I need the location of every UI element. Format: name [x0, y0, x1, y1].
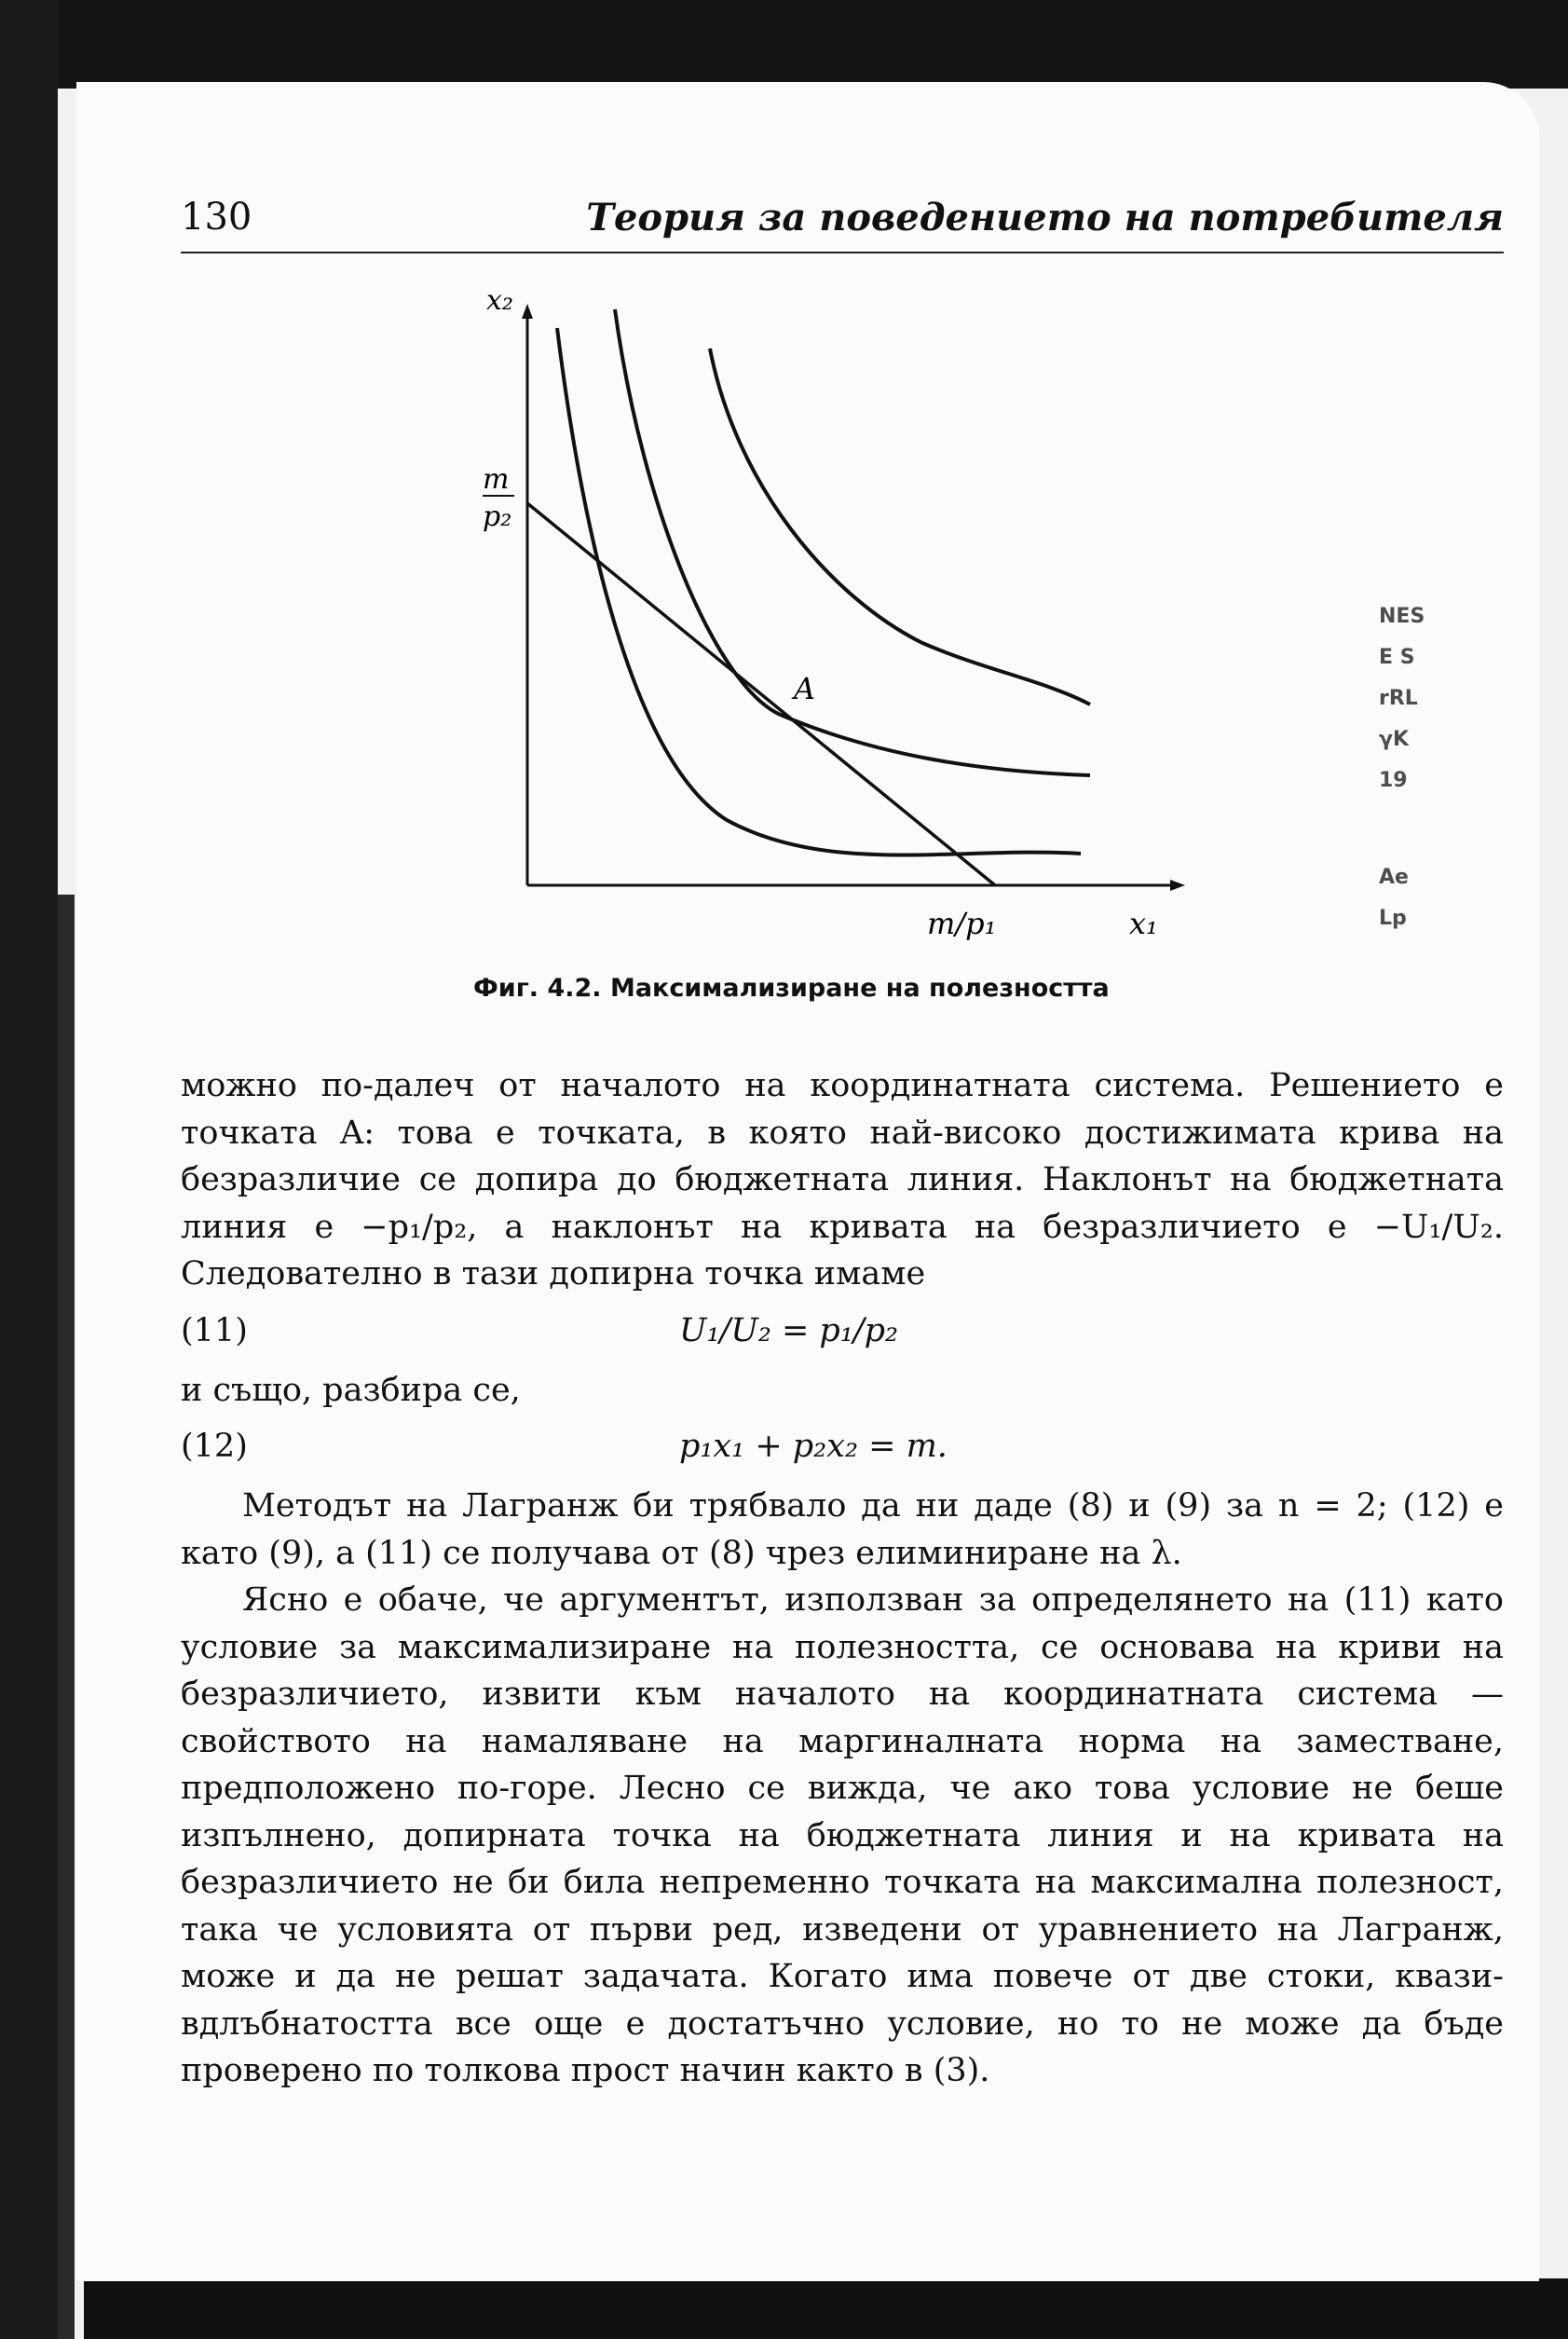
equation-12: [181, 1414, 1504, 1483]
utility-maximization-figure: [438, 270, 1220, 960]
x-axis-label: x₁: [1129, 906, 1158, 941]
margin-fragment: Lp: [1379, 907, 1407, 930]
indifference-curve-high: [710, 349, 1090, 704]
paragraph: Методът на Лагранж би трябвало да ни даде (8) и (9) за n = 2; (12) е като (9), а (11) се получава от (8) чрез елиминиране на λ.: [181, 1487, 1504, 1572]
page-number: 130: [181, 196, 252, 239]
scan-border-left: [0, 0, 58, 2339]
tangency-point-label: A: [794, 671, 816, 706]
scan-spine-shadow: [58, 895, 75, 2339]
equation-number: (12): [181, 1428, 248, 1465]
indifference-curve-tangent: [615, 309, 1090, 775]
equation-number: (11): [181, 1311, 248, 1349]
scan-border-top: [0, 0, 1568, 89]
paragraph: Ясно е обаче, че аргументът, използван за определянето на (11) като условие за максимализиране на полезността, се основава на криви на безразличието, извити към началото на координатната система — свойството на намаляване на маргиналната норма на заместване, предположено по-горе. Лесно се вижда, че ако това условие не беше изпълнено, допирната точка на бюджетната линия и на кривата на безразличието не би била непременно точката на максимална полезност, така че условията от първи ред, изведени от уравнението на Лагранж, може и да не решат задачата. Когато има повече от две стоки, квази-вдлъбнатостта все още е достатъчно условие, но то не може да бъде проверено по толкова прост начин както в (3).: [181, 1581, 1504, 2089]
y-axis-label: x₂: [486, 284, 513, 317]
scan-border-bottom: [84, 2278, 1568, 2339]
paragraph: можно по-далеч от началото на координатната система. Решението е точката A: това е точката, в която най-високо достижимата крива на безразличие се допира до бюджетната линия. Наклонът на бюджетната линия е −p₁/p₂, а наклонът на кривата на безразличието е −U₁/U₂. Следователно в тази допирна точка имаме: [181, 1067, 1504, 1293]
y-intercept-numerator: m: [483, 463, 510, 496]
margin-fragment: γK: [1379, 728, 1410, 751]
page-header: [181, 196, 1504, 253]
running-title: Теория за поведението на потребителя: [586, 196, 1504, 239]
margin-fragment: NES: [1379, 605, 1425, 628]
equation-11: [181, 1298, 1504, 1367]
margin-fragment: E S: [1379, 646, 1415, 669]
paragraph: и също, разбира се,: [181, 1371, 521, 1409]
margin-fragment: 19: [1379, 769, 1408, 792]
equation-formula: p₁x₁ + p₂x₂ = m.: [679, 1428, 948, 1465]
y-axis-arrow: [522, 304, 533, 319]
margin-fragment: rRL: [1379, 687, 1418, 710]
neighbor-page-fragments: [1379, 596, 1453, 939]
equation-formula: U₁/U₂ = p₁/p₂: [679, 1311, 899, 1349]
margin-fragment: Ae: [1379, 866, 1409, 889]
x-axis-arrow: [1170, 880, 1185, 891]
body-text: [181, 1062, 1504, 2095]
figure-caption: Фиг. 4.2. Максимализиране на полезността: [473, 974, 1110, 1003]
y-intercept-denominator: p₂: [483, 500, 512, 533]
x-intercept-label: m/p₁: [927, 906, 997, 941]
